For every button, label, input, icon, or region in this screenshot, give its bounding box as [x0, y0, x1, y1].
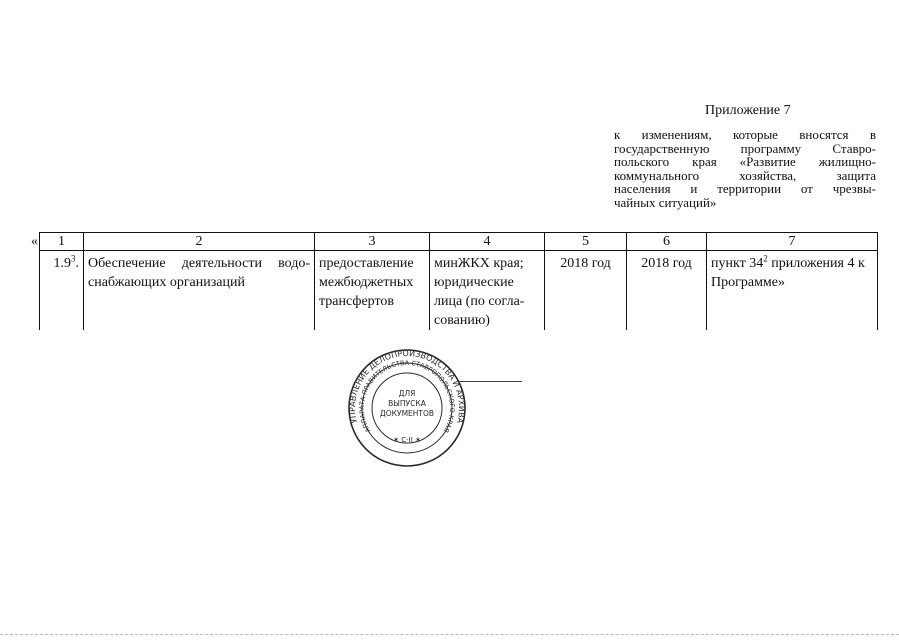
column-header: 6 — [627, 233, 707, 251]
start-year: 2018 год — [545, 251, 627, 331]
stamp-outer-text: УПРАВЛЕНИЕ ДЕЛОПРОИЗВОДСТВА И АРХИВА — [347, 348, 467, 425]
column-header: 1 — [40, 233, 84, 251]
scan-edge-line — [0, 634, 899, 635]
opening-quote: « — [31, 234, 38, 249]
executor: минЖКХ края; юридические лица (по согла-сованию) — [430, 251, 545, 331]
stamp-code: ✶ С-II ✶ — [393, 436, 421, 444]
row-number-sup: 3 — [71, 253, 76, 264]
reference-text: пункт 34 — [711, 256, 764, 271]
stamp-center-line: ДОКУМЕНТОВ — [379, 409, 435, 418]
reference-tail: приложения 4 к Программе — [711, 256, 865, 290]
row-number-suffix: . — [75, 256, 79, 271]
column-header: 7 — [707, 233, 878, 251]
subtitle-line: государственную программу Ставро- — [614, 140, 876, 156]
subtitle-line: населения и территории от чрезвы- — [614, 181, 876, 197]
column-header: 4 — [430, 233, 545, 251]
measure-name: Обеспечение деятельности водо-снабжающих организаций — [84, 251, 315, 331]
appendix-subtitle — [614, 128, 876, 210]
stamp-center-line: ДЛЯ — [398, 389, 416, 398]
row-number — [40, 251, 84, 331]
subtitle-line: коммунального хозяйства, защита — [614, 167, 876, 183]
appendix-title: Приложение 7 — [705, 103, 791, 118]
column-header: 5 — [545, 233, 627, 251]
stamp-center-line: ВЫПУСКА — [388, 399, 426, 408]
official-stamp — [346, 348, 468, 468]
closing-quote: » — [778, 275, 785, 290]
table-row — [40, 251, 878, 331]
subtitle-line: к изменениям, которые вносятся в — [614, 127, 876, 142]
column-header: 2 — [84, 233, 315, 251]
end-year: 2018 год — [627, 251, 707, 331]
subtitle-line: польского края «Развитие жилищно- — [614, 154, 876, 170]
table-header-row — [40, 233, 878, 251]
implementation-form: предоставление межбюджетных трансфертов — [315, 251, 430, 331]
reference-sup: 2 — [763, 253, 768, 264]
reference — [707, 251, 878, 331]
stamp-inner-text: АППАРАТА ПРАВИТЕЛЬСТВА СТАВРОПОЛЬСКОГО КРАЯ — [357, 358, 457, 434]
column-header: 3 — [315, 233, 430, 251]
program-table — [39, 232, 878, 330]
row-number-base: 1.9 — [53, 256, 71, 271]
subtitle-line: чайных ситуаций» — [614, 194, 717, 210]
